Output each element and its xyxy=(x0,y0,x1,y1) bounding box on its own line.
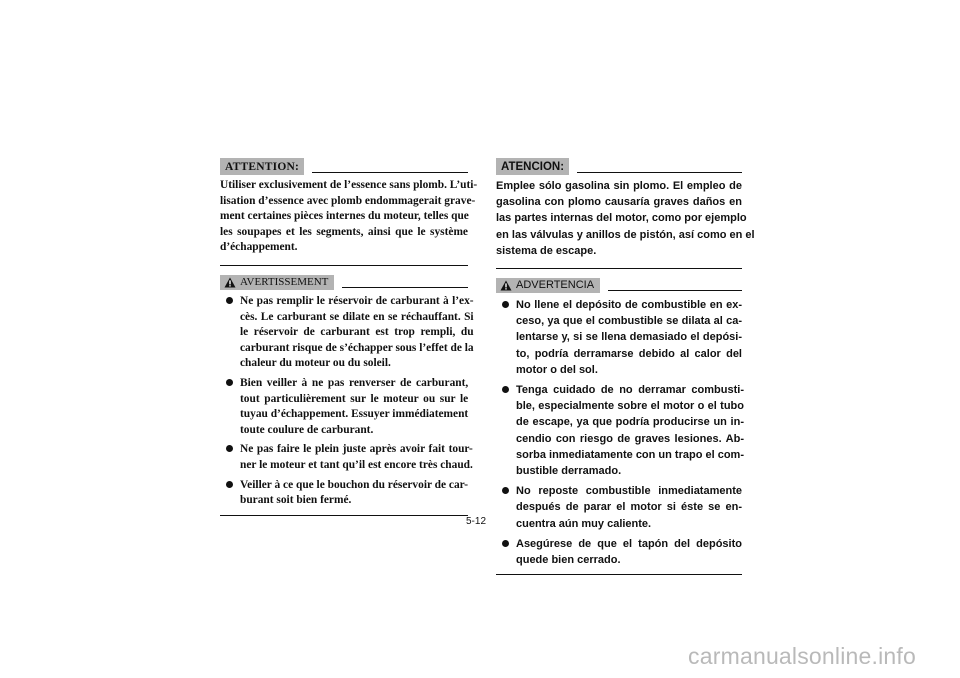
text-line: carburant risque de s’échapper sous l’effet de la xyxy=(240,341,474,354)
attention-label-es: ATENCION: xyxy=(496,158,569,175)
text-line: sistema de escape. xyxy=(496,244,597,257)
text-line: le réservoir de carburant est trop rempli, du xyxy=(240,326,474,339)
warning-list-fr xyxy=(220,294,474,509)
text-line: ment certaines pièces internes du moteur, telles que xyxy=(220,210,469,223)
warning-label-es: ADVERTENCIA xyxy=(516,279,595,292)
text-line: en las válvulas y anillos de pistón, así como en el xyxy=(496,228,755,241)
attention-header-fr xyxy=(220,157,468,175)
warning-list-es xyxy=(496,297,742,568)
header-rule xyxy=(342,287,468,288)
text-line: cès. Le carburant se dilate en se réchauffant. Si xyxy=(240,310,474,323)
text-line: ble, especialmente sobre el motor o el tubo xyxy=(516,400,744,413)
warning-item xyxy=(496,483,742,532)
text-line: Utiliser exclusivement de l’essence sans plomb. L’uti- xyxy=(220,179,478,191)
bullet-icon xyxy=(226,297,233,304)
text-line: Ne pas remplir le réservoir de carburant à l’ex- xyxy=(240,294,474,307)
text-line: No reposte combustible inmediatamente xyxy=(516,485,742,498)
warning-item xyxy=(220,442,473,473)
bullet-icon xyxy=(226,379,233,386)
text-line: las partes internas del motor, como por ejemplo xyxy=(496,212,747,225)
text-line: motor o del sol. xyxy=(516,363,598,376)
bullet-icon xyxy=(226,445,233,452)
header-rule xyxy=(608,290,742,291)
warning-triangle-icon xyxy=(500,280,512,291)
text-line: de escape, ya que podría producirse un in- xyxy=(516,416,744,429)
text-line: lentarse y, si se llena demasiado el depósi- xyxy=(516,331,742,344)
bullet-icon xyxy=(226,481,233,488)
text-line: Asegúrese de que el tapón del depósito xyxy=(516,537,742,550)
section-divider xyxy=(220,265,468,266)
text-line: Bien veiller à ne pas renverser de carburant, xyxy=(240,376,469,389)
warning-item xyxy=(496,536,742,568)
text-line: sorba inmediatamente con un trapo el com- xyxy=(516,448,744,461)
header-rule xyxy=(577,172,742,173)
warning-triangle-icon xyxy=(224,277,236,288)
text-line: Emplee sólo gasolina sin plomo. El empleo de xyxy=(496,180,742,192)
text-line: chaleur du moteur ou du soleil. xyxy=(240,357,391,370)
text-line: tout particulièrement sur le moteur ou sur le xyxy=(240,392,469,405)
attention-header-es xyxy=(496,157,742,175)
text-line: después de parar el motor si éste se en- xyxy=(516,501,742,514)
text-line: cendio con riesgo de graves lesiones. Ab- xyxy=(516,432,744,445)
warning-header-es xyxy=(496,277,742,293)
warning-header-fr xyxy=(220,274,468,290)
text-line: Ne pas faire le plein juste après avoir fait tour- xyxy=(240,443,473,456)
attention-text-fr xyxy=(220,178,478,256)
warning-label-fr: AVERTISSEMENT xyxy=(240,275,329,288)
bullet-icon xyxy=(502,386,509,393)
text-line: ner le moteur et tant qu’il est encore très chaud. xyxy=(240,458,473,471)
warning-item xyxy=(496,297,742,378)
text-line: lisation d’essence avec plomb endommagerait grave- xyxy=(220,194,476,207)
text-line: bustible derramado. xyxy=(516,465,622,478)
text-line: d’échappement. xyxy=(220,241,298,254)
text-line: No llene el depósito de combustible en ex- xyxy=(516,299,742,312)
bullet-icon xyxy=(502,301,509,308)
text-line: Tenga cuidado de no derramar combusti- xyxy=(516,384,744,397)
warning-item xyxy=(220,478,468,509)
section-divider xyxy=(496,268,742,269)
text-line: gasolina con plomo causaría graves daños en xyxy=(496,196,742,209)
bullet-icon xyxy=(502,487,509,494)
text-line: les soupapes et les segments, ainsi que le système xyxy=(220,225,468,238)
header-rule xyxy=(312,172,468,173)
text-line: burant soit bien fermé. xyxy=(240,494,352,507)
text-line: tuyau d’échappement. Essuyer immédiatement xyxy=(240,408,469,421)
section-end-rule xyxy=(496,574,742,575)
warning-item xyxy=(496,382,742,479)
text-line: cuentra aún muy caliente. xyxy=(516,517,652,530)
warning-item xyxy=(220,294,474,372)
text-line: quede bien cerrado. xyxy=(516,554,621,567)
attention-label-fr: ATTENTION: xyxy=(220,158,304,175)
attention-text-es xyxy=(496,178,755,259)
warning-item xyxy=(220,376,468,438)
bullet-icon xyxy=(502,540,509,547)
spanish-column xyxy=(496,157,755,575)
text-line: Veiller à ce que le bouchon du réservoir de car- xyxy=(240,478,469,491)
watermark: carmanualsonline.info xyxy=(688,643,916,669)
text-line: toute coulure de carburant. xyxy=(240,423,374,436)
section-end-rule xyxy=(220,515,468,516)
text-line: to, podría derramarse debido al calor del xyxy=(516,347,742,360)
french-column xyxy=(220,157,478,516)
page-number: 5-12 xyxy=(466,516,487,527)
text-line: ceso, ya que el combustible se dilata al ca- xyxy=(516,315,742,328)
